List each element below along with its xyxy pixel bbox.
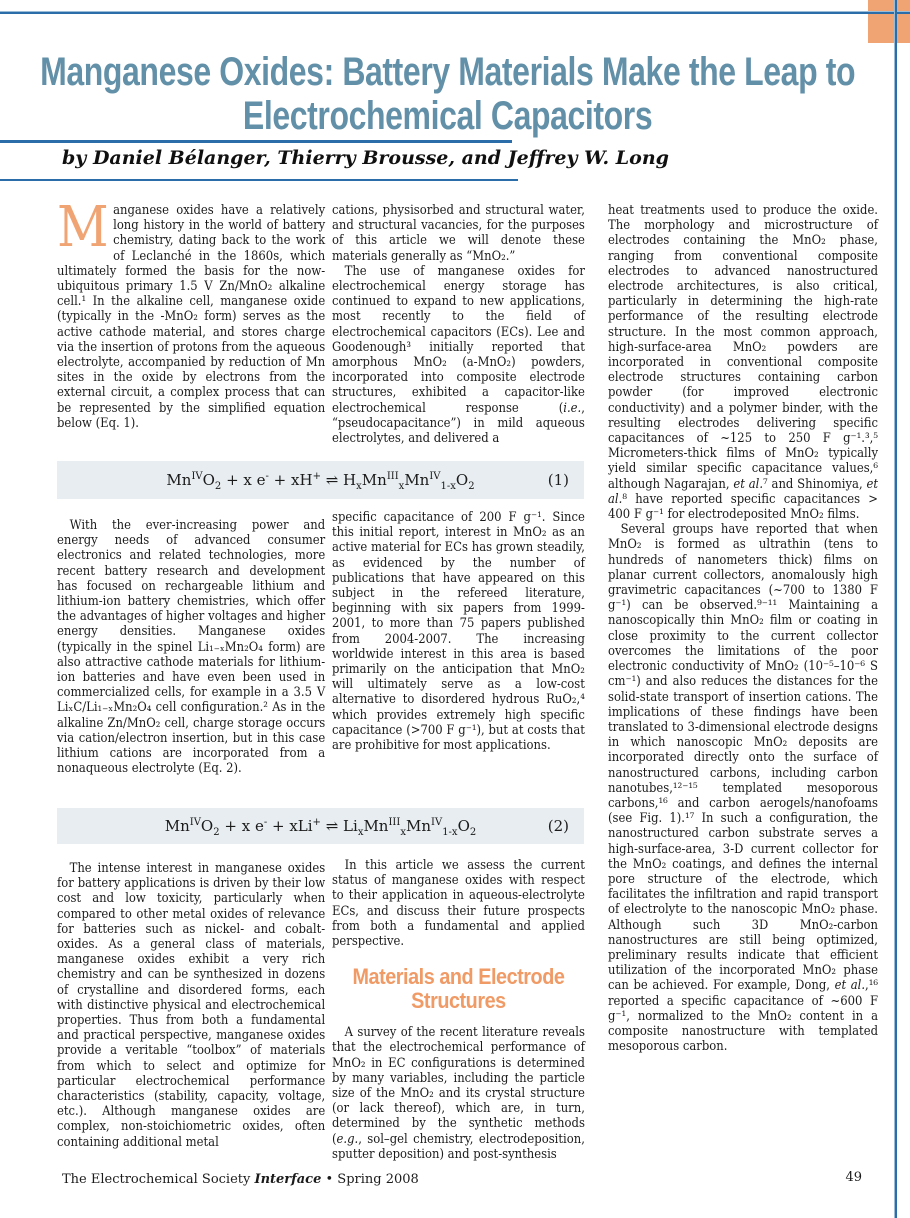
column-middle-top <box>332 203 585 446</box>
equation-box-1 <box>57 461 584 499</box>
drop-cap: M <box>57 195 109 260</box>
column-left-middle <box>57 518 325 776</box>
footer-page-number: 49 <box>845 1170 862 1185</box>
paragraph: specific capacitance of 200 F g⁻¹. Since this initial report, interest in MnO₂ as an active material for ECs has grown steadily, as evidenced by the number of publications that have appeared on this subject in the refereed literature, beginning with six papers from 1999-2001, to more than 75 papers published from 2004-2007. The increasing worldwide interest in this area is based primarily on the anticipation that MnO₂ will ultimately serve as a low-cost alternative to disordered hydrous RuO₂,⁴ which provides extremely high specific capacitance (>700 F g⁻¹), but at costs that are prohibitive for most applications. <box>332 510 585 754</box>
byline: by Daniel Bélanger, Thierry Brousse, and Jeffrey W. Long <box>62 147 669 169</box>
footer-journal-line: The Electrochemical Society Interface • Spring 2008 <box>62 1172 419 1187</box>
top-border-rule <box>0 11 910 14</box>
section-heading-line2: Structures <box>411 988 506 1014</box>
paragraph: cations, physisorbed and structural water, and structural vacancies, for the purposes of this article we will denote these materials generally as “MnO₂.” <box>332 203 585 264</box>
article-title-line2: Electrochemical Capacitors <box>242 94 653 138</box>
column-left-top <box>57 195 326 431</box>
equation-2-formula: $Mn^{IV}O_2 + x$ e- + xLi+ ⇌ $Li_xMn^{III}_xMn^{IV}_{1-x}O_2$ <box>164 817 477 838</box>
paragraph: The use of manganese oxides for electrochemical energy storage has continued to expand to new applications, most recently to the field of electrochemical capacitors (ECs). Lee and Goodenough³ initially reported that amorphous MnO₂ (a-MnO₂) powders, incorporated into composite electrode structures, exhibited a capacitor-like electrochemical response (i.e., “pseudocapacitance”) in mild aqueous electrolytes, and delivered a <box>332 263 585 447</box>
column-middle-bottom <box>332 858 585 1162</box>
column-left-bottom <box>57 861 325 1150</box>
paragraph: Several groups have reported that when MnO₂ is formed as ultrathin (tens to hundreds of nanometers thick) films on planar current collectors, anomalously high gravimetric capacitances (~700 to 1380 F g⁻¹) can be observed.⁹⁻¹¹ Maintaining a nanoscopically thin MnO₂ film or coating in close proximity to the current collector overcomes the limitations of the poor electronic conductivity of MnO₂ (10⁻⁵–10⁻⁶ S cm⁻¹) and also reduces the distances for the solid-state transport of insertion cations. The implications of these findings have been translated to 3-dimensional electrode designs in which nanoscopic MnO₂ deposits are incorporated directly onto the surface of nanostructured carbons, including carbon nanotubes,¹²⁻¹⁵ templated mesoporous carbons,¹⁶ and carbon aerogels/nanofoams (see Fig. 1).¹⁷ In such a configuration, the nanostructured carbon substrate serves a high-surface-area, 3-D current collector for the MnO₂ coatings, and defines the internal pore structure of the electrode, which facilitates the infiltration and rapid transport of electrolyte to the nanoscopic MnO₂ phase. Although such 3D MnO₂-carbon nanostructures are still being optimized, preliminary results indicate that efficient utilization of the incorporated MnO₂ phase can be achieved. For example, Dong, et al.,¹⁶ reported a specific capacitance of ~600 F g⁻¹, normalized to the MnO₂ content in a composite nanostructure with templated mesoporous carbon. <box>608 522 879 1055</box>
column-middle-center <box>332 510 585 753</box>
article-title-line1: Manganese Oxides: Battery Materials Make the Leap to <box>40 50 856 94</box>
paragraph: In this article we assess the current status of manganese oxides with respect to their application in aqueous-electrolyte ECs, and discuss their future prospects from both a fundamental and applied perspective. <box>332 858 585 950</box>
equation-2-number: (2) <box>547 817 569 835</box>
equation-1-formula: $Mn^{IV}O_2 + x$ e- + xH+ ⇌ $H_xMn^{III}_xMn^{IV}_{1-x}O_2$ <box>166 471 475 492</box>
paragraph: A survey of the recent literature reveals that the electrochemical performance of MnO₂ in EC configurations is determined by many variables, including the particle size of the MnO₂ and its crystal structure (or lack thereof), which are, in turn, determined by the synthetic methods (e.g., sol–gel chemistry, electrodeposition, sputter deposition) and post-synthesis <box>332 1025 585 1162</box>
byline-rule-top <box>0 140 512 143</box>
section-heading-line1: Materials and Electrode <box>352 964 565 990</box>
article-title <box>0 50 895 138</box>
byline-rule-bottom <box>0 179 518 181</box>
paragraph: With the ever-increasing power and energy needs of advanced consumer electronics and related technologies, more recent battery research and development has focused on rechargeable lithium and lithium-ion battery chemistries, which offer the advantages of higher voltages and higher energy densities. Manganese oxides (typically in the spinel Li₁₋ₓMn₂O₄ form) are also attractive cathode materials for lithium-ion batteries and have even been used in commercialized cells, for example in a 3.5 V LiₓC/Li₁₋ₓMn₂O₄ cell configuration.² As in the alkaline Zn/MnO₂ cell, charge storage occurs via cation/electron insertion, but in this case lithium cations are incorporated from a nonaqueous electrolyte (Eq. 2). <box>57 518 326 777</box>
paragraph: heat treatments used to produce the oxide. The morphology and microstructure of electrodes containing the MnO₂ phase, ranging from conventional composite electrodes to advanced nanostructured electrode architectures, is also critical, particularly in determining the high-rate performance of the resulting electrode structure. In the most common approach, high-surface-area MnO₂ powders are incorporated in conventional composite electrode structures containing carbon powder (for improved electronic conductivity) and a polymer binder, with the resulting electrodes delivering specific capacitances of ~125 to 250 F g⁻¹.³,⁵ Micrometers-thick films of MnO₂ typically yield similar specific capacitance values,⁶ although Nagarajan, et al.⁷ and Shinomiya, et al.⁸ have reported specific capacitances > 400 F g⁻¹ for electrodeposited MnO₂ films. <box>608 203 879 523</box>
equation-1-number: (1) <box>547 471 569 489</box>
section-heading <box>332 965 585 1013</box>
column-right <box>608 203 878 1054</box>
paragraph-text: anganese oxides have a relatively long history in the world of battery chemistry, dating back to the work of Leclanché in the 1860s, which ultimately formed the basis for the now-ubiquitous primary 1.5 V Zn/MnO₂ alkaline cell.¹ In the alkaline cell, manganese oxide (typically in the -MnO₂ form) serves as the active cathode material, and stores charge via the insertion of protons from the aqueous electrolyte, accompanied by reduction of Mn sites in the oxide by electrons from the external circuit, a complex process that can be represented by the simplified equation below (Eq. 1). <box>57 203 326 431</box>
equation-box-2 <box>57 808 584 844</box>
paragraph <box>57 195 326 431</box>
paragraph: The intense interest in manganese oxides for battery applications is driven by their low cost and low toxicity, particularly when compared to other metal oxides of relevance for batteries such as nickel- and cobalt-oxides. As a general class of materials, manganese oxides exhibit a very rich chemistry and can be synthesized in dozens of crystalline and disordered forms, each with distinctive physical and electrochemical properties. Thus from both a fundamental and practical perspective, manganese oxides provide a veritable “toolbox” of materials from which to select and optimize for particular electrochemical performance characteristics (stability, capacity, voltage, etc.). Although manganese oxides are complex, non-stoichiometric oxides, often containing additional metal <box>57 861 326 1150</box>
corner-accent-square <box>868 0 910 43</box>
right-border-rule <box>894 0 897 1218</box>
